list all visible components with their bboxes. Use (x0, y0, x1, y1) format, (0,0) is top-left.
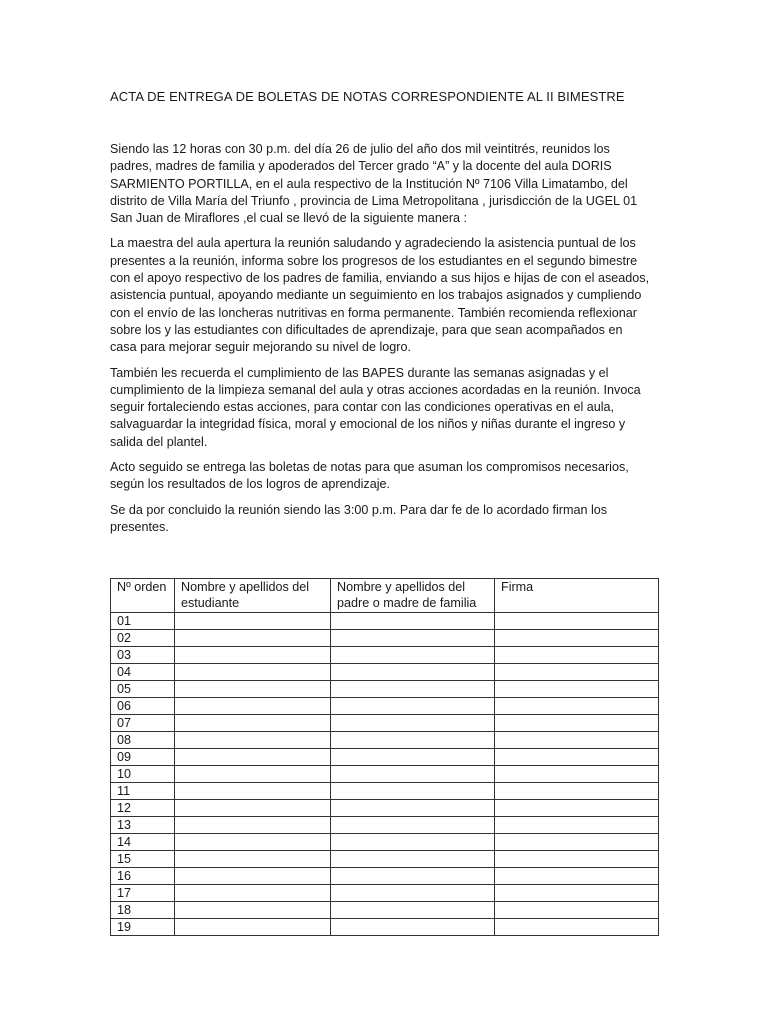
order-number-cell: 05 (111, 681, 175, 698)
signature-cell (495, 868, 659, 885)
paragraph-line: según los resultados de los logros de aprendizaje. (110, 477, 391, 492)
paragraph-line: salvaguardar la integridad física, moral y emocional de los niños y niñas durante el ingreso y (110, 417, 626, 432)
signature-cell (495, 817, 659, 834)
student-name-cell (175, 851, 331, 868)
student-name-cell (175, 817, 331, 834)
parent-name-cell (331, 868, 495, 885)
parent-name-cell (331, 749, 495, 766)
header-student-name: Nombre y apellidos del estudiante (175, 579, 331, 613)
paragraph-line: sobre los y las estudiantes con dificultades de aprendizaje, para que sean acompañados en (110, 322, 623, 337)
table-row (111, 834, 659, 851)
signature-cell (495, 698, 659, 715)
paragraph-line: asistencia puntual, apoyando mediante un seguimiento en los trabajos asignados y cumpliendo (110, 288, 642, 303)
order-number-cell: 04 (111, 664, 175, 681)
table-row (111, 647, 659, 664)
signature-cell (495, 783, 659, 800)
header-signature: Firma (495, 579, 659, 613)
parent-name-cell (331, 800, 495, 817)
signature-cell (495, 613, 659, 630)
paragraph-line: SARMIENTO PORTILLA, en el aula respectivo de la Institución Nº 7106 Villa Limatambo, del (110, 176, 628, 191)
header-parent-name: Nombre y apellidos del padre o madre de familia (331, 579, 495, 613)
parent-name-cell (331, 630, 495, 647)
order-number-cell: 03 (111, 647, 175, 664)
paragraph-line: También les recuerda el cumplimiento de las BAPES durante las semanas asignadas y el (110, 365, 609, 380)
student-name-cell (175, 800, 331, 817)
signature-cell (495, 885, 659, 902)
table-row (111, 664, 659, 681)
student-name-cell (175, 732, 331, 749)
parent-name-cell (331, 817, 495, 834)
paragraph-line: Acto seguido se entrega las boletas de notas para que asuman los compromisos necesarios, (110, 460, 629, 475)
table-row (111, 868, 659, 885)
paragraph-line: casa para mejorar seguir mejorando su nivel de logro. (110, 340, 412, 355)
order-number-cell: 19 (111, 919, 175, 936)
parent-name-cell (331, 919, 495, 936)
table-row (111, 817, 659, 834)
signature-cell (495, 902, 659, 919)
order-number-cell: 16 (111, 868, 175, 885)
table-row (111, 613, 659, 630)
order-number-cell: 09 (111, 749, 175, 766)
student-name-cell (175, 664, 331, 681)
parent-name-cell (331, 732, 495, 749)
signature-cell (495, 766, 659, 783)
paragraph-line: distrito de Villa María del Triunfo , provincia de Lima Metropolitana , jurisdicción de la UGEL 01 (110, 193, 638, 208)
parent-name-cell (331, 698, 495, 715)
table-row (111, 698, 659, 715)
table-header-row (111, 579, 659, 613)
table-row (111, 715, 659, 732)
order-number-cell: 17 (111, 885, 175, 902)
paragraph-line: presentes a la reunión, informa sobre los progresos de los estudiantes en el segundo bimestre (110, 253, 638, 268)
signature-cell (495, 664, 659, 681)
student-name-cell (175, 698, 331, 715)
table-row (111, 630, 659, 647)
parent-name-cell (331, 902, 495, 919)
student-name-cell (175, 919, 331, 936)
paragraph (110, 141, 658, 227)
signature-cell (495, 749, 659, 766)
student-name-cell (175, 885, 331, 902)
table-row (111, 885, 659, 902)
signature-cell (495, 647, 659, 664)
table-row (111, 766, 659, 783)
table-row (111, 783, 659, 800)
signature-cell (495, 732, 659, 749)
student-name-cell (175, 613, 331, 630)
table-row (111, 851, 659, 868)
header-order-number: Nº orden (111, 579, 175, 613)
order-number-cell: 11 (111, 783, 175, 800)
paragraph (110, 459, 658, 494)
student-name-cell (175, 868, 331, 885)
paragraph-line: presentes. (110, 519, 169, 534)
paragraph-line: con el envío de las loncheras nutritivas en forma permanente. También recomienda reflexionar (110, 305, 637, 320)
student-name-cell (175, 902, 331, 919)
parent-name-cell (331, 715, 495, 732)
parent-name-cell (331, 681, 495, 698)
student-name-cell (175, 630, 331, 647)
paragraph-line: Siendo las 12 horas con 30 p.m. del día 26 de julio del año dos mil veintitrés, reunidos los (110, 142, 610, 156)
table-row (111, 732, 659, 749)
paragraph-line: La maestra del aula apertura la reunión saludando y agradeciendo la asistencia puntual de los (110, 236, 636, 251)
table-body (111, 613, 659, 936)
paragraph-line: salida del plantel. (110, 434, 208, 449)
parent-name-cell (331, 885, 495, 902)
order-number-cell: 06 (111, 698, 175, 715)
paragraph-line: con el apoyo respectivo de los padres de familia, enviando a sus hijos e hijas de con el aseados, (110, 271, 650, 286)
paragraph-line: San Juan de Miraflores ,el cual se llevó de la siguiente manera : (110, 211, 468, 226)
document-body (110, 141, 658, 544)
attendance-table (110, 578, 659, 936)
paragraph (110, 365, 658, 451)
parent-name-cell (331, 613, 495, 630)
student-name-cell (175, 749, 331, 766)
signature-cell (495, 681, 659, 698)
parent-name-cell (331, 834, 495, 851)
student-name-cell (175, 766, 331, 783)
parent-name-cell (331, 783, 495, 800)
student-name-cell (175, 834, 331, 851)
order-number-cell: 15 (111, 851, 175, 868)
order-number-cell: 14 (111, 834, 175, 851)
order-number-cell: 01 (111, 613, 175, 630)
order-number-cell: 13 (111, 817, 175, 834)
table-row (111, 919, 659, 936)
signature-cell (495, 834, 659, 851)
table-row (111, 749, 659, 766)
table-row (111, 902, 659, 919)
student-name-cell (175, 783, 331, 800)
paragraph-line: Se da por concluido la reunión siendo las 3:00 p.m. Para dar fe de lo acordado firman los (110, 502, 608, 517)
parent-name-cell (331, 647, 495, 664)
paragraph-line: padres, madres de familia y apoderados del Tercer grado “A” y la docente del aula DORIS (110, 159, 612, 174)
paragraph-line: seguir fortaleciendo estas acciones, para contar con las condiciones operativas en el aula, (110, 400, 615, 415)
signature-cell (495, 851, 659, 868)
signature-cell (495, 800, 659, 817)
signature-cell (495, 630, 659, 647)
signature-cell (495, 919, 659, 936)
order-number-cell: 18 (111, 902, 175, 919)
student-name-cell (175, 647, 331, 664)
student-name-cell (175, 681, 331, 698)
document-title: ACTA DE ENTREGA DE BOLETAS DE NOTAS CORRESPONDIENTE AL II BIMESTRE (110, 89, 625, 104)
order-number-cell: 08 (111, 732, 175, 749)
order-number-cell: 07 (111, 715, 175, 732)
student-name-cell (175, 715, 331, 732)
parent-name-cell (331, 766, 495, 783)
parent-name-cell (331, 664, 495, 681)
order-number-cell: 12 (111, 800, 175, 817)
order-number-cell: 02 (111, 630, 175, 647)
paragraph (110, 235, 658, 356)
paragraph (110, 502, 658, 537)
table-row (111, 681, 659, 698)
paragraph-line: cumplimiento de la limpieza semanal del aula y otras acciones acordadas en la reunión. Invoca (110, 382, 641, 397)
table-row (111, 800, 659, 817)
parent-name-cell (331, 851, 495, 868)
order-number-cell: 10 (111, 766, 175, 783)
signature-cell (495, 715, 659, 732)
